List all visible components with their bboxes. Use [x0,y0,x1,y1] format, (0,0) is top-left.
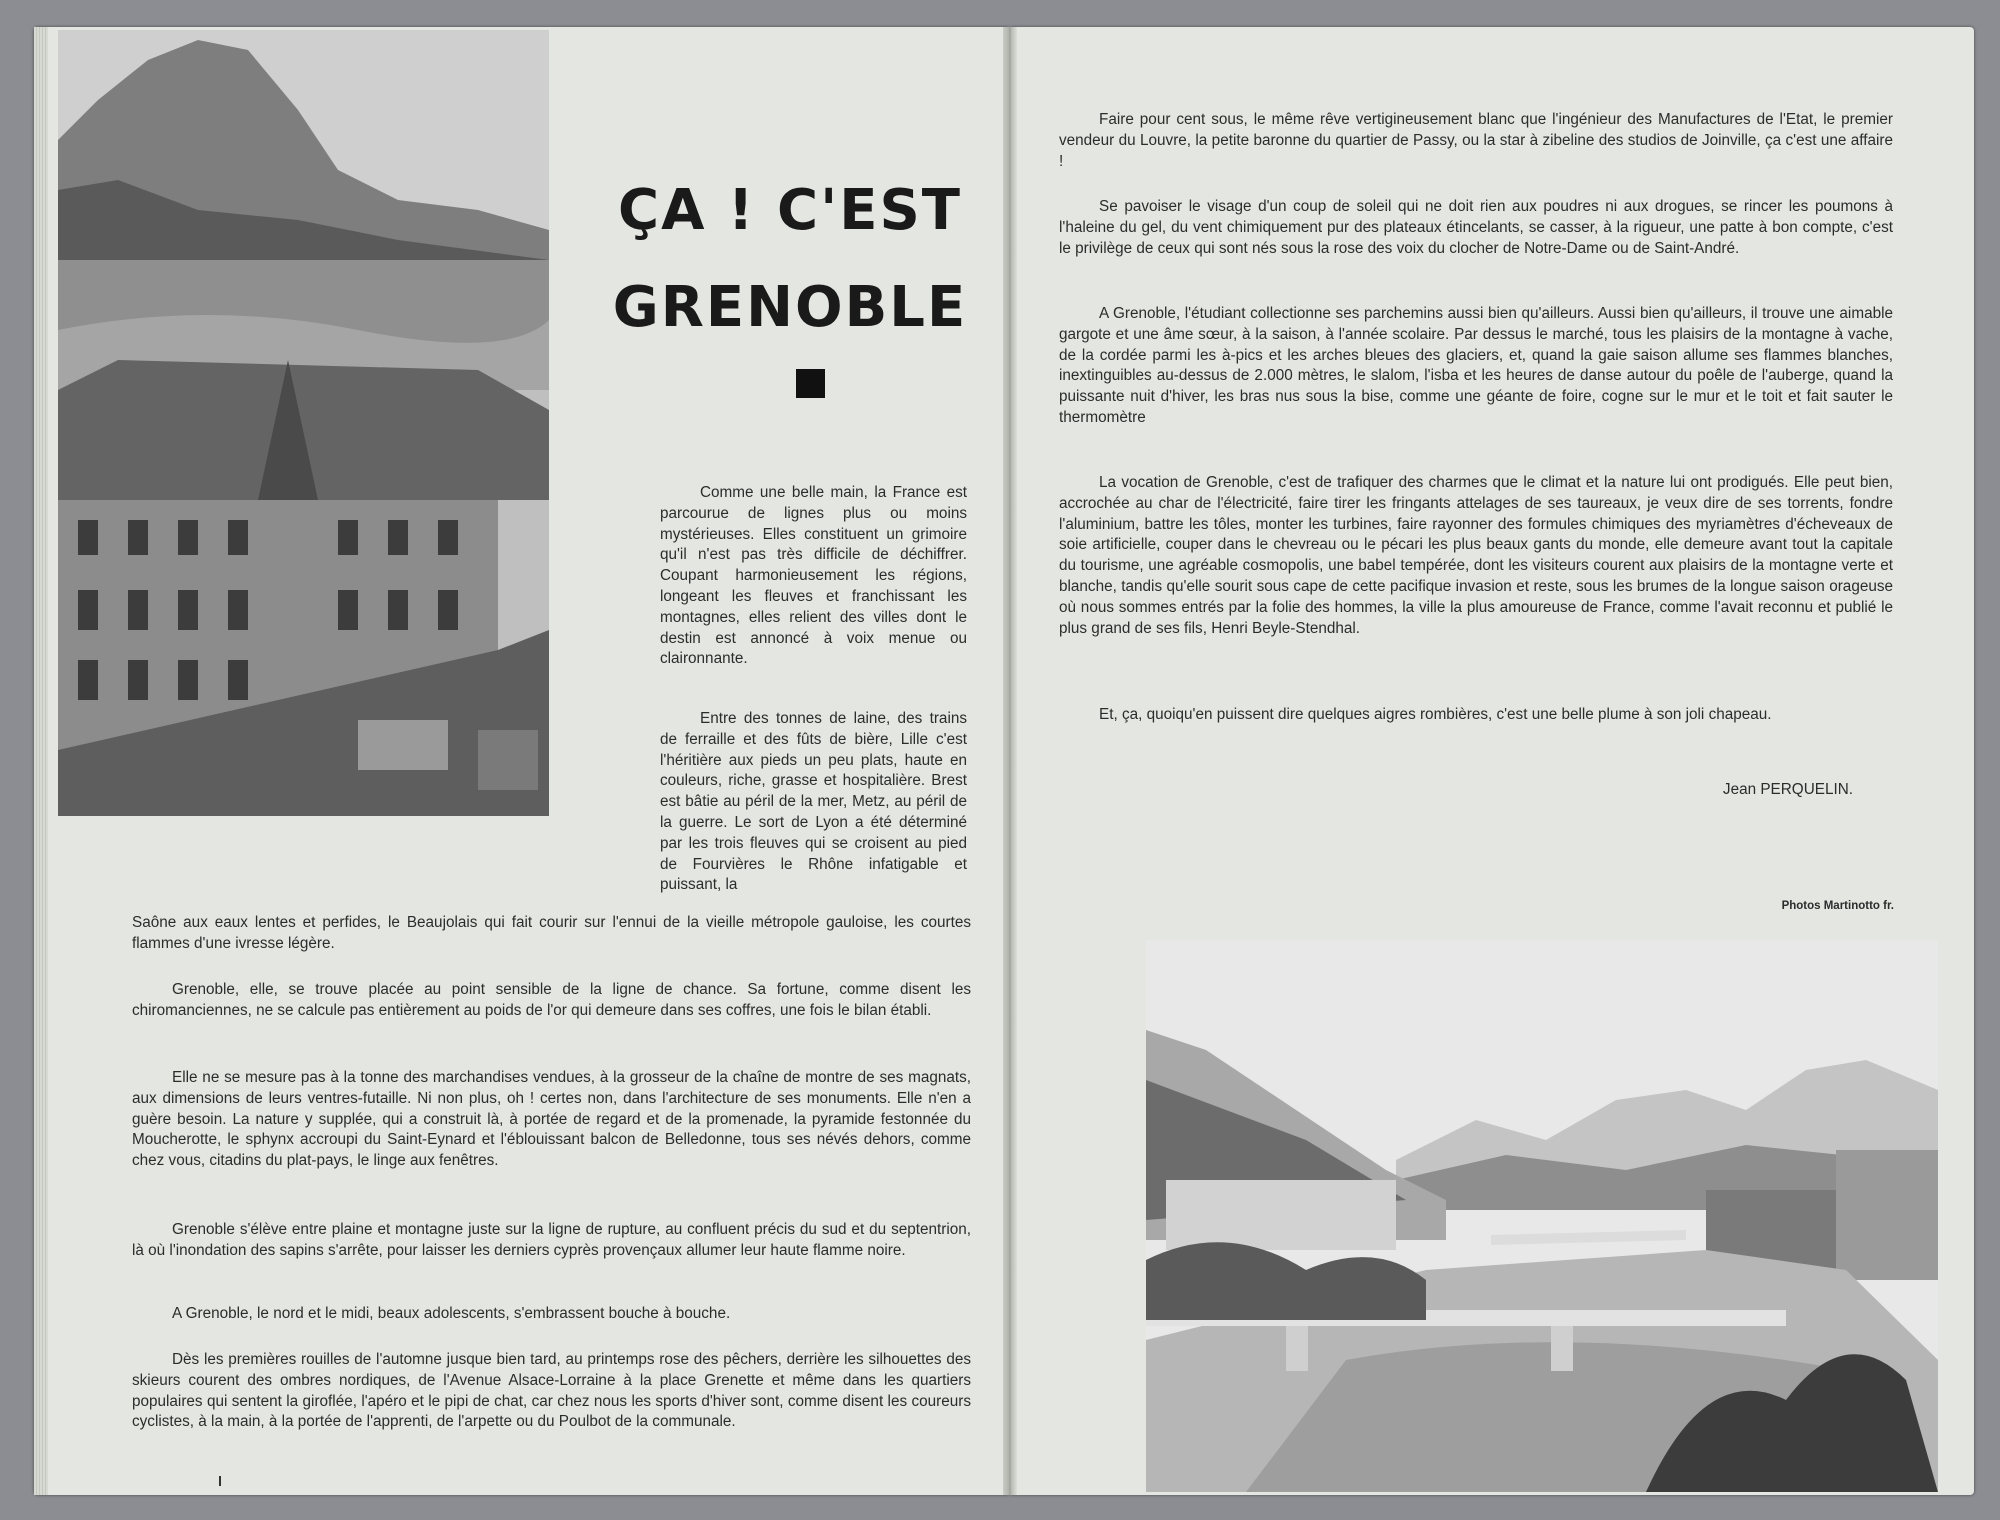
photo-credit: Photos Martinotto fr. [1781,900,1894,912]
right-paragraph-vocation: La vocation de Grenoble, c'est de trafiquer des charmes que le climat et la nature lui ont prodigués. Elle peut bien, accrochée au char de l'électricité, faire tirer les fringants attelages de ses taureaux, je veux dire de ses torrents, fondre l'aluminium, battre les tôles, monter les turbines, faire rayonner des formules chimiques des myriamètres d'écheveaux de soie artificielle, couper dans le chevreau ou le pécari les plus beaux gants du monde, elle demeure avant tout la capitale du tourisme, une agréable cosmopolis, une babel tempérée, dont les visiteurs courent aux plaisirs de la montagne verte et blanche, tandis qu'elle sourit sous cape de cette pacifique invasion et reste, sous les brumes de la longue saison orageuse où nous sommes entrés par la folie des hommes, la ville la plus amoureuse de France, comme l'avait reconnu et publié le plus grand de ses fils, Henri Beyle-Stendhal. [1059,474,1893,637]
right-paragraph-etudiant: A Grenoble, l'étudiant collectionne ses parchemins aussi bien qu'ailleurs. Aussi bien qu'ailleurs, il trouve une aimable gargote et une âme sœur, à la saison, à l'année scolaire. Par dessus le marché, tous les plaisirs de la montagne à vache, de la cordée parmi les à-pics et les arches bleues des glaciers, et, quand la gaie saison allume ses flammes blanches, inextinguibles au-dessus de 2.000 mètres, le slalom, l'isba et les heures de danse autour du poêle de l'auberge, quand la puissante nuit d'hiver, les bras nus sous la bise, comme une géante de foire, cogne sur le mur et le toit et fait sauter le thermomètre [1059,305,1893,426]
photo-isere-bridges [1146,940,1938,1492]
black-square-ornament [796,369,825,398]
left-paragraph-grenoble-chance: Grenoble, elle, se trouve placée au point sensible de la ligne de chance. Sa fortune, comme disent les chiromanciennes, ne se calcule pas entièrement au poids de l'or qui demeure dans ses coffres, une fois le bilan établi. [132,981,971,1019]
page-tick-mark [219,1476,221,1486]
left-paragraph-automne: Dès les premières rouilles de l'automne jusque bien tard, au printemps rose des pêchers, derrière les silhouettes des skieurs courent des ombres nordiques, de l'Avenue Alsace-Lorraine à la place Grenette et même dans les quartiers populaires qui sentent la giroflée, l'apéro et le pipi de chat, car chez nous les sports d'hiver sont, comme disent les coureurs cyclistes, à la main, à la portée de l'apprenti, de l'arpette ou du Poulbot de la communale. [132,1351,971,1431]
left-paragraph-mesure: Elle ne se mesure pas à la tonne des marchandises vendues, à la grosseur de la chaîne de montre de ses magnats, aux dimensions de leurs ventres-futaille. Ni non plus, oh ! certes non, dans l'architecture de ses monuments. Elle n'en a guère besoin. La nature y supplée, qui a construit là, à portée de regard et de la promenade, la pyramide festonnée du Moucherotte, le sphynx accroupi du Saint-Eynard et l'éblouissant balcon de Belledonne, tous ses névés dehors, comme chez vous, citadins du plat-pays, le linge aux fenêtres. [132,1069,971,1170]
right-paragraph-cent-sous: Faire pour cent sous, le même rêve vertigineusement blanc que l'ingénieur des Manufactures de l'Etat, le premier vendeur du Louvre, la petite baronne du quartier de Passy, ou la star à zibeline des studios de Joinville, ça c'est une affaire ! [1059,111,1893,170]
left-column-paragraph-1: Comme une belle main, la France est parcourue de lignes plus ou moins mystérieuses. Elles constituent un grimoire qu'il n'est pas très difficile de déchiffrer. Coupant harmonieusement les régions, longeant les fleuves et franchissant les montagnes, elles relient des villes dont le destin est annoncé à voix menue ou claironnante. [660,484,967,668]
headline-line-1: ÇA ! C'EST [618,178,962,243]
page-stack-edge [34,27,48,1495]
book-gutter [1003,27,1017,1495]
left-paragraph-saone: Saône aux eaux lentes et perfides, le Beaujolais qui fait courir sur l'ennui de la vieille métropole gauloise, les courtes flammes d'une ivresse légère. [132,914,971,952]
author-signature: Jean PERQUELIN. [1722,781,1853,798]
left-paragraph-nord-midi: A Grenoble, le nord et le midi, beaux adolescents, s'embrassent bouche à bouche. [172,1305,731,1322]
left-paragraph-plaine-montagne: Grenoble s'élève entre plaine et montagne juste sur la ligne de rupture, au confluent précis du sud et du septentrion, là où l'inondation des sapins s'arrête, pour laisser les derniers cyprès provençaux allumer leur haute flamme noire. [132,1221,971,1259]
left-column-paragraph-2: Entre des tonnes de laine, des trains de ferraille et des fûts de bière, Lille c'est l'héritière aux pieds un peu plats, haute en couleurs, riche, grasse et hospitalière. Brest est bâtie au péril de la mer, Metz, au péril de la guerre. Le sort de Lyon a été déterminé par les trois fleuves qui se croisent au pied de Fourvières le Rhône infatigable et puissant, la [660,710,967,894]
right-paragraph-plume: Et, ça, quoiqu'en puissent dire quelques aigres rombières, c'est une belle plume à son joli chapeau. [1099,706,1772,723]
headline-line-2: GRENOBLE [612,275,968,340]
photo-palais-grenoble [58,30,549,816]
right-paragraph-pavoiser: Se pavoiser le visage d'un coup de soleil qui ne doit rien aux poudres ni aux drogues, se rincer les poumons à l'haleine du gel, du vent chimiquement pur des plateaux étincelants, se casser, à la rigueur, une patte à bon compte, c'est le privilège de ceux qui sont nés sous la rose des voix du clocher de Notre-Dame ou de Saint-André. [1059,198,1893,257]
